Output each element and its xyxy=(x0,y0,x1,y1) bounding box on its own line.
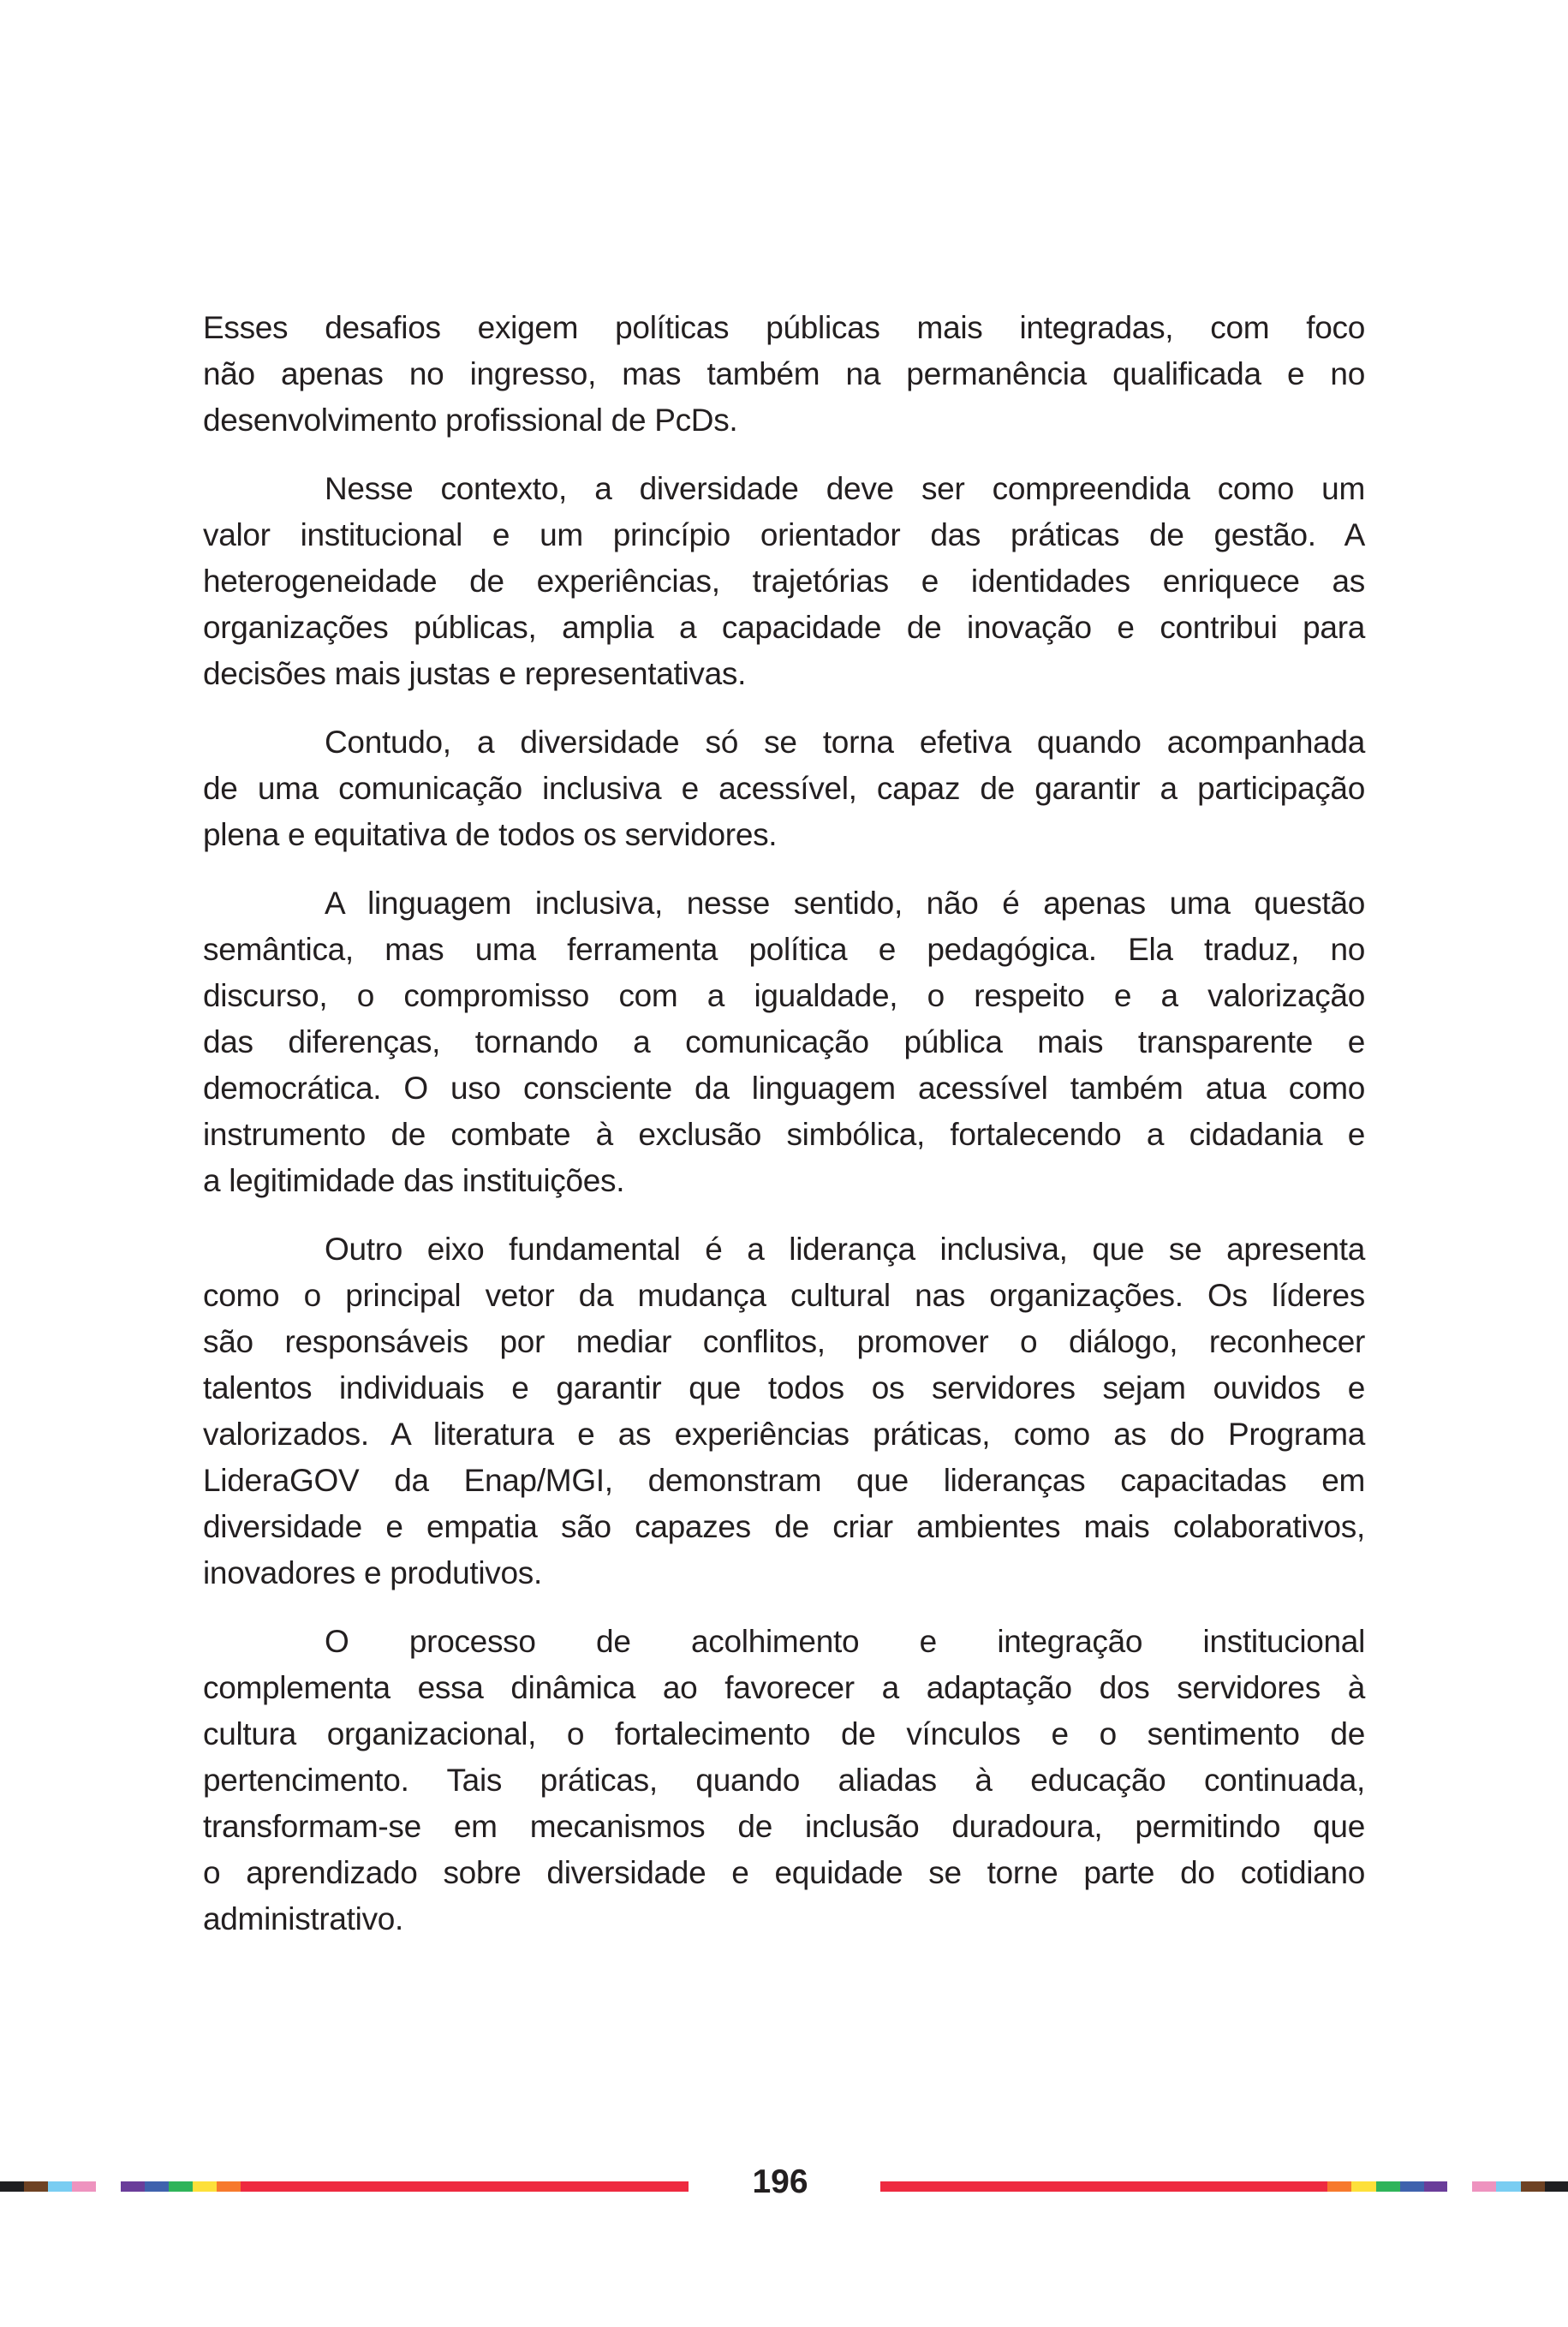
paragraph-6 xyxy=(203,1619,1365,1942)
text-line: Nesse contexto, a diversidade deve ser compreendida como um xyxy=(325,471,1365,506)
page-number: 196 xyxy=(752,2163,808,2200)
text-line: complementa essa dinâmica ao favorecer a adaptação dos servidores à xyxy=(203,1670,1365,1705)
stripe-segment-black xyxy=(1545,2181,1568,2192)
paragraph-3 xyxy=(203,719,1365,858)
stripe-segment-brown xyxy=(24,2181,48,2192)
stripe-segment-red xyxy=(880,2181,1327,2192)
paragraph-2 xyxy=(203,466,1365,697)
stripe-segment-orange xyxy=(1327,2181,1351,2192)
text-line: heterogeneidade de experiências, trajetórias e identidades enriquece as xyxy=(203,564,1365,599)
paragraph-1 xyxy=(203,305,1365,444)
text-line: valorizados. A literatura e as experiências práticas, como as do Programa xyxy=(203,1417,1365,1452)
stripe-segment-blue xyxy=(145,2181,169,2192)
text-line: discurso, o compromisso com a igualdade, o respeito e a valorização xyxy=(203,978,1365,1013)
text-line: o aprendizado sobre diversidade e equidade se torne parte do cotidiano xyxy=(203,1855,1365,1890)
text-line: instrumento de combate à exclusão simbólica, fortalecendo a cidadania e xyxy=(203,1117,1365,1152)
text-line: cultura organizacional, o fortalecimento de vínculos e o sentimento de xyxy=(203,1716,1365,1751)
text-line: pertencimento. Tais práticas, quando aliadas à educação continuada, xyxy=(203,1763,1365,1798)
text-line: de uma comunicação inclusiva e acessível, capaz de garantir a participação xyxy=(203,771,1365,806)
stripe-segment-pink xyxy=(72,2181,96,2192)
stripe-segment-brown xyxy=(1521,2181,1545,2192)
stripe-segment-purple xyxy=(121,2181,145,2192)
stripe-segment-red xyxy=(241,2181,689,2192)
text-line: como o principal vetor da mudança cultural nas organizações. Os líderes xyxy=(203,1278,1365,1313)
text-line: das diferenças, tornando a comunicação pública mais transparente e xyxy=(203,1024,1365,1059)
stripe-segment-yellow xyxy=(1351,2181,1376,2192)
text-line: A linguagem inclusiva, nesse sentido, não é apenas uma questão xyxy=(325,886,1365,921)
text-line: Outro eixo fundamental é a liderança inclusiva, que se apresenta xyxy=(325,1232,1365,1267)
stripe-segment-blue xyxy=(1400,2181,1424,2192)
paragraph-5 xyxy=(203,1226,1365,1596)
text-line: valor institucional e um princípio orientador das práticas de gestão. A xyxy=(203,517,1365,552)
text-line: decisões mais justas e representativas. xyxy=(203,656,747,691)
stripe-segment-yellow xyxy=(193,2181,217,2192)
text-line: não apenas no ingresso, mas também na permanência qualificada e no xyxy=(203,356,1365,391)
stripe-segment-purple xyxy=(1424,2181,1447,2192)
text-line: talentos individuais e garantir que todos os servidores sejam ouvidos e xyxy=(203,1370,1365,1405)
text-line: Contudo, a diversidade só se torna efetiva quando acompanhada xyxy=(325,725,1365,760)
text-line: semântica, mas uma ferramenta política e pedagógica. Ela traduz, no xyxy=(203,932,1365,967)
stripe-segment-green xyxy=(169,2181,193,2192)
text-line: O processo de acolhimento e integração institucional xyxy=(325,1624,1365,1659)
stripe-segment-green xyxy=(1376,2181,1400,2192)
text-line: administrativo. xyxy=(203,1901,404,1936)
text-line: plena e equitativa de todos os servidores. xyxy=(203,817,778,852)
text-line: são responsáveis por mediar conflitos, promover o diálogo, reconhecer xyxy=(203,1324,1365,1359)
stripe-segment-black xyxy=(0,2181,24,2192)
stripe-segment-orange xyxy=(217,2181,241,2192)
text-line: inovadores e produtivos. xyxy=(203,1555,542,1590)
stripe-segment-light-blue xyxy=(48,2181,72,2192)
body-text xyxy=(203,305,1365,1965)
paragraph-4 xyxy=(203,880,1365,1204)
text-line: Esses desafios exigem políticas públicas mais integradas, com foco xyxy=(203,310,1365,345)
text-line: LideraGOV da Enap/MGI, demonstram que lideranças capacitadas em xyxy=(203,1463,1365,1498)
stripe-segment-pink xyxy=(1472,2181,1496,2192)
text-line: democrática. O uso consciente da linguagem acessível também atua como xyxy=(203,1071,1365,1106)
stripe-segment-light-blue xyxy=(1496,2181,1521,2192)
text-line: diversidade e empatia são capazes de criar ambientes mais colaborativos, xyxy=(203,1509,1365,1544)
text-line: a legitimidade das instituições. xyxy=(203,1163,625,1198)
text-line: transformam-se em mecanismos de inclusão duradoura, permitindo que xyxy=(203,1809,1365,1844)
text-line: desenvolvimento profissional de PcDs. xyxy=(203,403,738,438)
text-line: organizações públicas, amplia a capacidade de inovação e contribui para xyxy=(203,610,1365,645)
